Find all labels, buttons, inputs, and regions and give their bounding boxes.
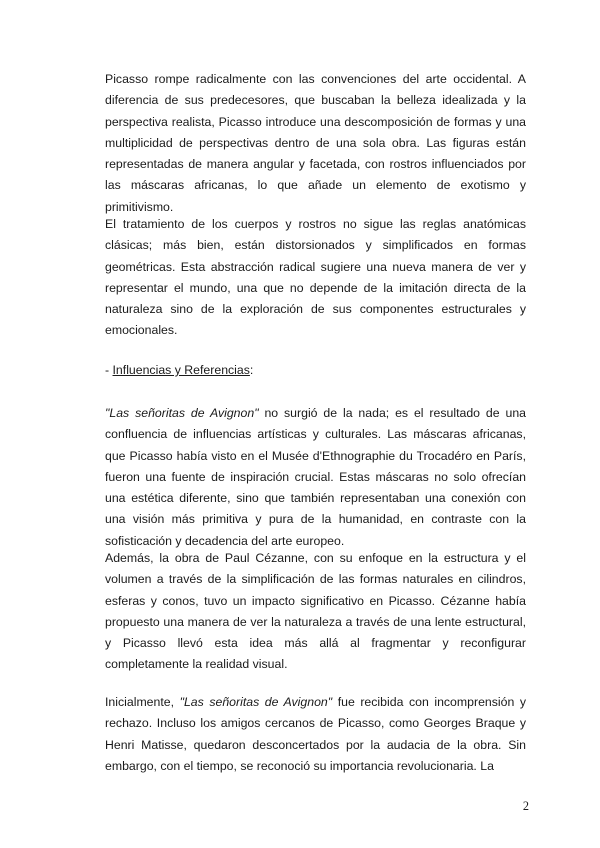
paragraph-picasso-rupture: Picasso rompe radicalmente con las convenciones del arte occidental. A diferencia de sus predecesores, que buscaban la belleza idealizada y la perspectiva realista, Picasso introduce una descomposición de formas y una multiplicidad de perspectivas dentro de una sola obra. Las figuras están representadas de manera angular y facetada, con rostros influenciados por las máscaras africanas, lo que añade un elemento de exotismo y primitivismo. xyxy=(105,72,526,214)
paragraph-reception xyxy=(105,692,526,777)
paragraph-cezanne: Además, la obra de Paul Cézanne, con su enfoque en la estructura y el volumen a través de la simplificación de las formas naturales en cilindros, esferas y conos, tuvo un impacto significativo en Picasso. Cézanne había propuesto una manera de ver la naturaleza a través de una lente estructural, y Picasso llevó esta idea más allá al fragmentar y reconfigurar completamente la realidad visual. xyxy=(105,551,526,672)
paragraph-reception-text: fue recibida con incomprensión y rechazo. Incluso los amigos cercanos de Picasso, como Georges Braque y Henri Matisse, quedaron desconcertados por la audacia de la obra. Sin embargo, con el tiempo, se reconoció su importancia revolucionaria. La xyxy=(105,695,527,773)
paragraph-reception-prefix: Inicialmente, xyxy=(105,695,180,709)
heading-suffix: : xyxy=(249,363,254,377)
heading-prefix: - xyxy=(105,363,113,377)
artwork-title-italic: "Las señoritas de Avignon" xyxy=(105,406,259,420)
page-number: 2 xyxy=(522,799,529,813)
paragraph-african-masks xyxy=(105,403,526,552)
heading-text: Influencias y Referencias xyxy=(112,363,250,377)
paragraph-african-masks-text: no surgió de la nada; es el resultado de una confluencia de influencias artísticas y culturales. Las máscaras africanas, que Picasso había visto en el Musée d'Ethnographie du Trocadéro en París, fueron una fuente de inspiración crucial. Estas máscaras no solo ofrecían una estética diferente, sino que también representaban una conexión con una visión más primitiva y pura de la humanidad, en contraste con la sofisticación y decadencia del arte europeo. xyxy=(105,406,526,548)
section-heading-influences xyxy=(105,360,526,381)
paragraph-anatomy-abstraction: El tratamiento de los cuerpos y rostros no sigue las reglas anatómicas clásicas; más bien, están distorsionados y simplificados en formas geométricas. Esta abstracción radical sugiere una nueva manera de ver y representar el mundo, una que no depende de la imitación directa de la naturaleza sino de la exploración de sus componentes estructurales y emocionales. xyxy=(105,217,526,338)
artwork-title-italic-2: "Las señoritas de Avignon" xyxy=(179,695,333,709)
